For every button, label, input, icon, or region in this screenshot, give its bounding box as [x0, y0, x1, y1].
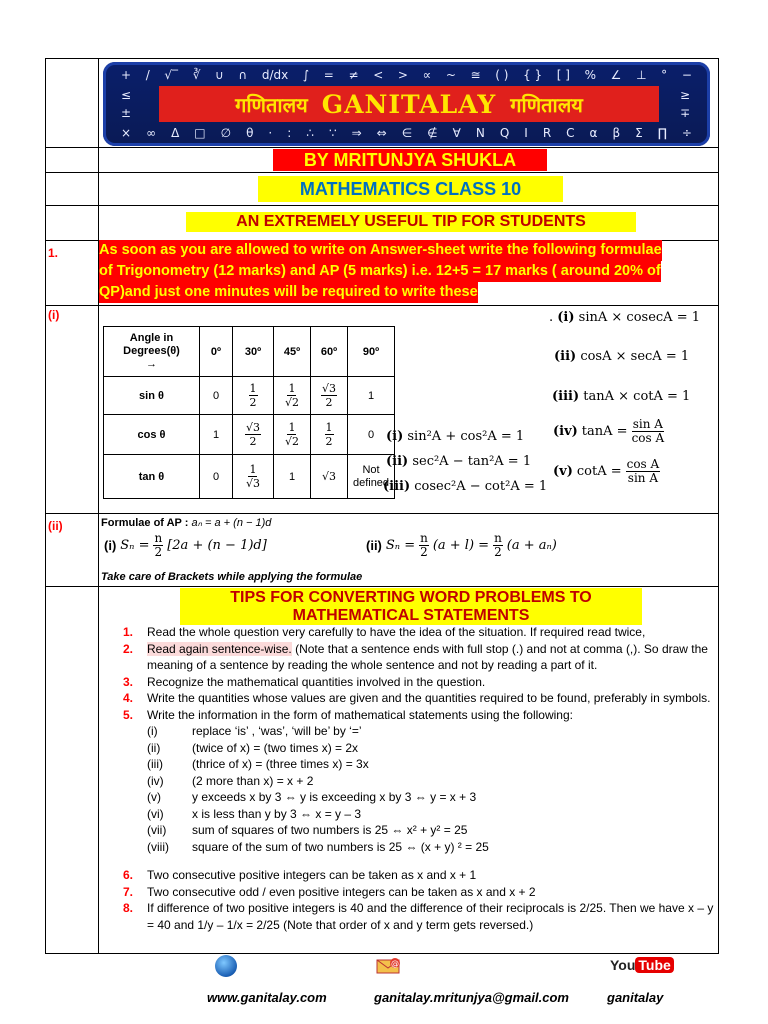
banner-symbol-bottom-7: : [287, 126, 292, 140]
cell: 0 [200, 377, 233, 415]
banner-symbols-top [121, 68, 692, 82]
cell: 0 [348, 415, 395, 455]
banner-symbol-top-6: d/dx [261, 68, 289, 82]
sub-item: (viii) square of the sum of two numbers is 25 ⇔ (x + y) ² = 25 [147, 839, 489, 854]
corner-line: Angle in [129, 332, 174, 344]
banner-symbol-bottom-14: ∀ [452, 126, 461, 140]
angle-header: 0º [200, 327, 233, 377]
corner-arrow: → [146, 358, 157, 370]
table-row-divider [45, 305, 719, 306]
banner-symbol-top-8: = [323, 68, 334, 82]
banner-symbol-bottom-1: ∞ [146, 126, 157, 140]
tips-list [120, 624, 718, 933]
table-row-divider [45, 147, 719, 148]
banner-symbol-bottom-9: ∵ [328, 126, 337, 140]
banner-symbol-bottom-0: × [121, 126, 132, 140]
row-label-cos: cos θ [104, 415, 200, 455]
ap-heading: Formulae of AP : aₙ = a + (n − 1)d [101, 517, 272, 529]
word-tips-title-line1: TIPS FOR CONVERTING WORD PROBLEMS TO [180, 588, 642, 607]
banner-symbol-bottom-13: ∉ [427, 126, 438, 140]
identity-i: (i) sin²A + cos²A = 1 [386, 429, 525, 444]
table-column-divider [98, 58, 99, 954]
banner-symbol-bottom-6: · [268, 126, 273, 140]
sub-item: (vii) sum of squares of two numbers is 25 ⇔ x² + y² = 25 [147, 823, 468, 837]
intro-line: of Trigonometry (12 marks) and AP (5 marks) i.e. 12+5 = 17 marks ( around 20% of [99, 261, 661, 282]
banner-symbol-top-17: [ ] [556, 68, 570, 82]
banner-hindi-right: गणितालय [510, 92, 583, 117]
banner-symbol-top-3: ∛ [192, 68, 201, 82]
banner-symbol-bottom-23: ∏ [657, 126, 667, 140]
banner-symbol-top-12: ∝ [422, 68, 432, 82]
banner-symbol-top-10: < [373, 68, 384, 82]
ap-sum-formula-2: (ii) Sₙ = $\frac{n}{2}$ (a + l) = $\frac{n}{2}$ (a + aₙ) [366, 531, 557, 559]
banner-symbol-left-2: ± [121, 106, 132, 120]
list-item: 4. Write the quantities whose values are given and the quantities required to be found, preferably in symbols. [123, 691, 711, 705]
table-row-divider [45, 586, 719, 587]
banner-symbol-bottom-10: ⇒ [351, 126, 362, 140]
sub-item: (v) y exceeds x by 3 ⇔ y is exceeding x by 3 ⇔ y = x + 3 [147, 790, 477, 804]
tip-heading: AN EXTREMELY USEFUL TIP FOR STUDENTS [186, 212, 636, 232]
list-item: 5. Write the information in the form of mathematical statements using the following: [123, 707, 573, 722]
banner-symbol-bottom-12: ∈ [401, 126, 413, 140]
footer-email[interactable]: ganitalay.mritunjya@gmail.com [374, 990, 569, 1005]
cell: √3 [311, 455, 348, 499]
banner-symbol-top-9: ≠ [348, 68, 359, 82]
banner-symbol-bottom-2: Δ [171, 126, 180, 140]
intro-line: QP)and just one minutes will be required to write these [99, 282, 478, 303]
banner-symbol-top-14: ≅ [470, 68, 481, 82]
sub-item: (ii) (twice of x) = (two times x) = 2x [147, 740, 359, 755]
banner-symbol-top-0: + [121, 68, 132, 82]
cell: 1 [348, 377, 395, 415]
banner-symbol-bottom-19: C [566, 126, 575, 140]
cell: $\frac{1}{√2}$ [274, 377, 311, 415]
svg-text:@: @ [391, 959, 399, 968]
banner-symbol-top-15: ( ) [495, 68, 509, 82]
banner-symbol-top-16: { } [523, 68, 543, 82]
banner-symbol-bottom-11: ⇔ [376, 126, 387, 140]
banner-symbol-top-2: √‾ [164, 68, 179, 82]
cell: Not defined [348, 455, 395, 499]
list-item: 6. Two consecutive positive integers can be taken as x and x + 1 [123, 868, 477, 882]
angle-header: 45º [274, 327, 311, 377]
banner-symbol-top-19: ∠ [610, 68, 622, 82]
table-row-divider [45, 172, 719, 173]
row-label-sin: sin θ [104, 377, 200, 415]
banner-symbol-bottom-16: Q [499, 126, 510, 140]
banner-symbol-bottom-18: R [542, 126, 552, 140]
word-tips-title-line2: MATHEMATICAL STATEMENTS [180, 606, 642, 625]
cell: 1 [274, 455, 311, 499]
banner-symbol-top-7: ∫ [302, 68, 310, 82]
cell: 1 [200, 415, 233, 455]
banner-symbol-top-5: ∩ [238, 68, 248, 82]
footer-icons [0, 955, 768, 977]
banner-symbol-top-11: > [397, 68, 408, 82]
footer-website[interactable]: www.ganitalay.com [207, 990, 327, 1005]
sub-item: (iv) (2 more than x) = x + 2 [147, 773, 314, 788]
list-item: 8. If difference of two positive integers is 40 and the difference of their reciprocals is 2/25. Then we have x – y = 40 and 1/y – 1/x = 2/25 (Note that order of x and y term gets reversed.) [123, 901, 714, 932]
table-row-divider [45, 205, 719, 206]
banner-symbol-top-21: ° [661, 68, 668, 82]
corner-line: Degrees(θ) [123, 345, 180, 357]
footer-channel[interactable]: ganitalay [607, 990, 664, 1005]
list-item: 2. Read again sentence-wise. (Note that a sentence ends with full stop (.) and not at comma (,). So draw the meaning of a sentence by reading the whole sentence and not by reading a part of it. [123, 641, 708, 672]
cell: $\frac{√3}{2}$ [311, 377, 348, 415]
banner-symbol-bottom-8: ∴ [306, 126, 314, 140]
reciprocal-v: (v) cotA = $\frac{\text{cos A}}{\text{sin A}}$ [553, 457, 660, 485]
banner-symbol-bottom-17: I [524, 126, 528, 140]
reciprocal-iii: (iii) tanA × cotA = 1 [552, 389, 691, 404]
banner-symbol-right-2: ∓ [679, 106, 690, 120]
intro-paragraph [99, 240, 719, 303]
angle-header: 60º [311, 327, 348, 377]
table-corner [104, 327, 200, 377]
banner-symbol-bottom-4: ∅ [220, 126, 232, 140]
banner-symbol-top-20: ⊥ [636, 68, 647, 82]
list-item: 7. Two consecutive odd / even positive integers can be taken as x and x + 2 [123, 884, 536, 899]
banner-symbol-bottom-22: Σ [635, 126, 643, 140]
banner-symbol-top-1: / [145, 68, 150, 82]
banner-symbols-bottom [121, 126, 692, 140]
reciprocal-i: . (i) sinA × cosecA = 1 [549, 310, 700, 325]
banner-symbol-top-18: % [584, 68, 597, 82]
cell: $\frac{1}{2}$ [233, 377, 274, 415]
banner-symbol-right-1: ≥ [679, 88, 690, 102]
list-item: 1. Read the whole question very carefully to have the idea of the situation. If required read twice, [123, 625, 646, 639]
banner-symbol-left-1: ≤ [121, 88, 132, 102]
banner-symbol-bottom-3: □ [194, 126, 206, 140]
sub-item: (vi) x is less than y by 3 ⇔ x = y – 3 [147, 806, 362, 821]
sub-item: (i) replace ‘is’ , ‘was’, ‘will be’ by ‘=’ [147, 724, 362, 738]
cell: $\frac{1}{√2}$ [274, 415, 311, 455]
list-item: 3. Recognize the mathematical quantities involved in the question. [123, 674, 486, 689]
banner-hindi-left: गणितालय [235, 92, 308, 117]
banner-title: GANITALAY [321, 89, 497, 119]
reciprocal-iv: (iv) tanA = $\frac{\text{sin A}}{\text{cos A}}$ [553, 417, 665, 445]
banner-symbol-bottom-15: N [475, 126, 485, 140]
row-number-ii: (ii) [48, 519, 63, 533]
ganitalay-banner [103, 62, 710, 146]
banner-symbol-bottom-5: θ [246, 126, 254, 140]
sub-item: (iii) (thrice of x) = (three times x) = 3x [147, 757, 369, 771]
row-label-tan: tan θ [104, 455, 200, 499]
banner-symbol-bottom-20: α [589, 126, 598, 140]
banner-symbol-top-4: ∪ [214, 68, 224, 82]
ap-note: Take care of Brackets while applying the formulae [101, 571, 363, 583]
banner-symbol-top-22: − [681, 68, 692, 82]
banner-symbol-top-13: ~ [445, 68, 456, 82]
youtube-icon[interactable]: You Tube [610, 957, 674, 973]
trig-ratio-table [103, 326, 395, 499]
table-row-divider [45, 513, 719, 514]
banner-symbol-bottom-24: ÷ [681, 126, 692, 140]
cell: 0 [200, 455, 233, 499]
identity-ii: (ii) sec²A − tan²A = 1 [386, 454, 532, 469]
email-icon[interactable] [376, 957, 402, 975]
banner-title-bar [159, 86, 659, 122]
ap-sum-formula-1: (i) Sₙ = $\frac{n}{2}$ [2a + (n − 1)d] [104, 531, 267, 559]
intro-line: As soon as you are allowed to write on Answer-sheet write the following formulae [99, 240, 662, 261]
cell: $\frac{1}{√3}$ [233, 455, 274, 499]
row-number-1: 1. [48, 246, 59, 260]
class-title: MATHEMATICS CLASS 10 [258, 176, 563, 202]
banner-symbol-bottom-21: β [612, 126, 621, 140]
reciprocal-ii: (ii) cosA × secA = 1 [554, 349, 690, 364]
cell: $\frac{1}{2}$ [311, 415, 348, 455]
angle-header: 90º [348, 327, 395, 377]
author-line: BY MRITUNJYA SHUKLA [273, 149, 547, 171]
angle-header: 30º [233, 327, 274, 377]
cell: $\frac{√3}{2}$ [233, 415, 274, 455]
globe-icon[interactable] [215, 955, 237, 977]
identity-iii: (iii) cosec²A − cot²A = 1 [383, 479, 548, 494]
row-number-i: (i) [48, 308, 60, 322]
